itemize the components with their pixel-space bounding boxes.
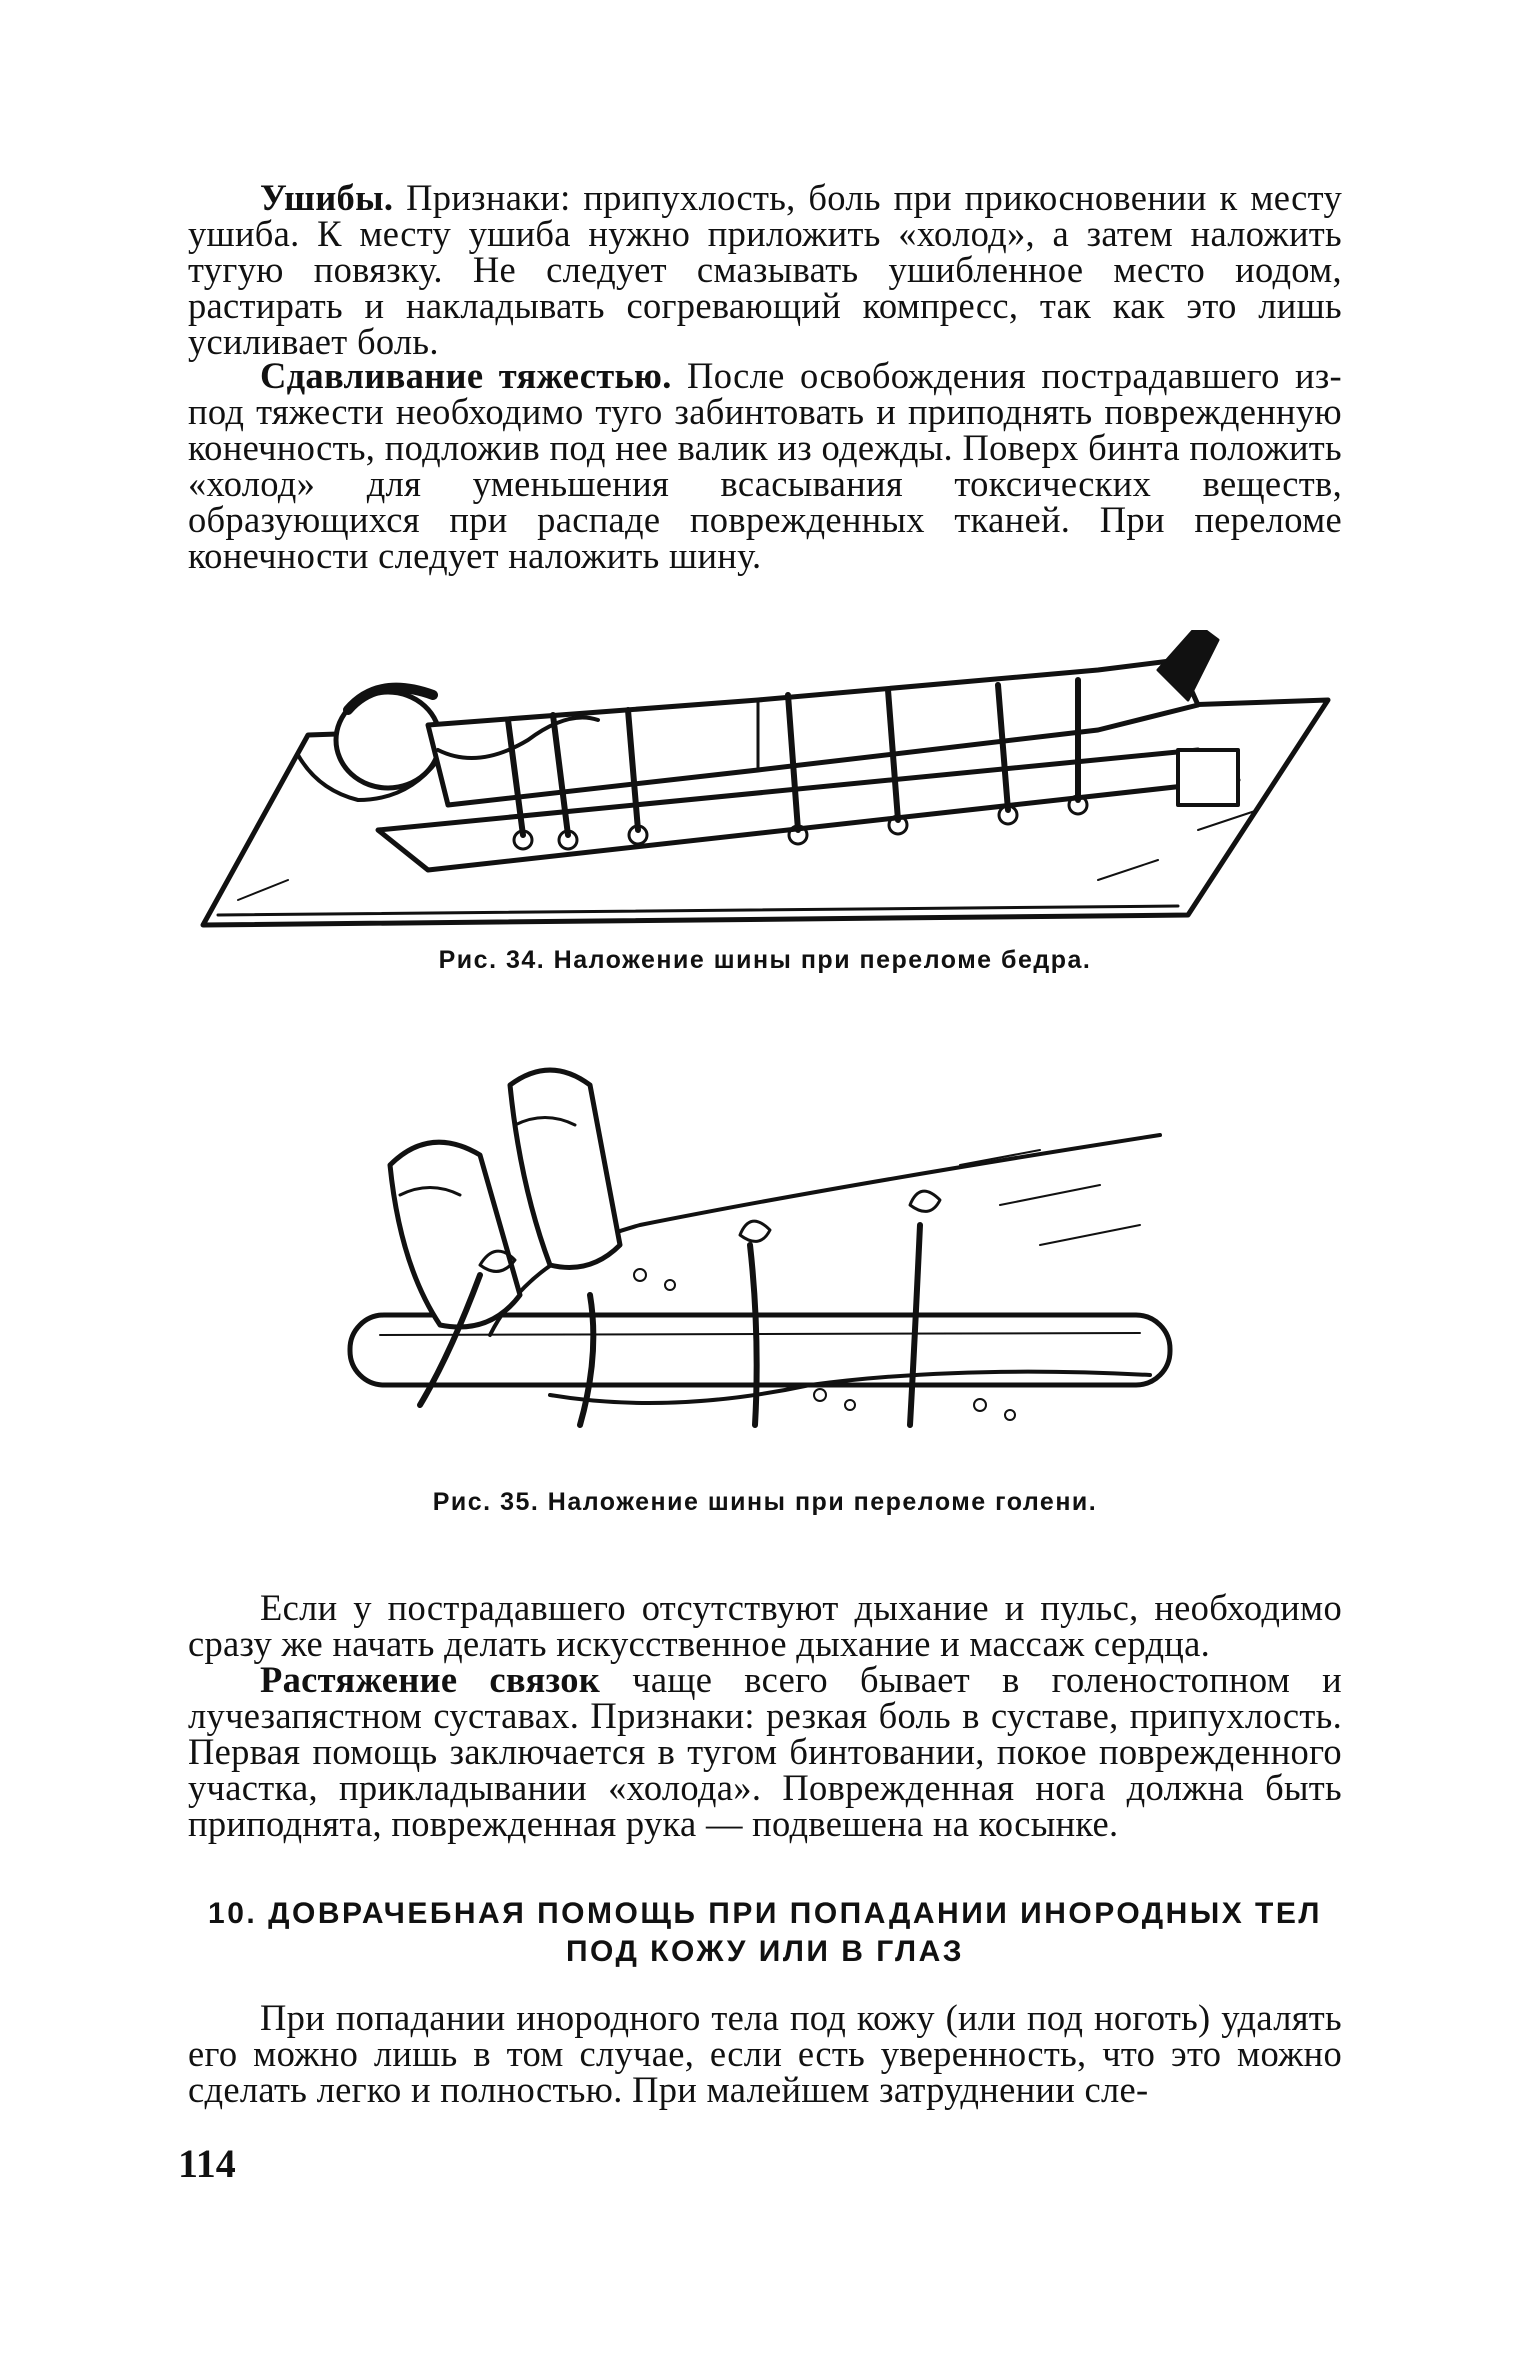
- foreign-text: При попадании инородного тела под кожу (или под ноготь) удалять его можно лишь в том случае, если есть уверенность, что это можно сделать легко и полностью. При малейшем затруднении сле-: [188, 1997, 1342, 2110]
- bruises-lead: Ушибы.: [260, 177, 394, 218]
- paragraph-crush: [188, 355, 1343, 576]
- paragraph-pulse: [188, 1587, 1342, 1664]
- section-number: 10.: [208, 1897, 258, 1930]
- figure-35-illustration: [340, 1065, 1200, 1455]
- figure-34-illustration: [198, 630, 1338, 940]
- section-heading: [188, 1895, 1342, 1971]
- paragraph-sprain: [188, 1659, 1343, 1844]
- section-heading-line1: [188, 1895, 1342, 1933]
- crush-text: После освобождения пострадавшего из-под тяжести необходимо туго забинтовать и приподнять поврежденную конечность, подложив под нее валик из одежды. Поверх бинта положить «холод» для уменьшения всасывания токсических веществ, образующихся при распаде поврежденных тканей. При переломе конечности следует наложить шину.: [188, 355, 1343, 576]
- sprain-lead: Растяжение связок: [260, 1659, 601, 1700]
- page-number: 114: [178, 2141, 236, 2186]
- sprain-text: чаще всего бывает в голеностопном и лучезапястном суставах. Признаки: резкая боль в суставе, припухлость. Первая помощь заключается в тугом бинтовании, покое поврежденного участка, прикладывании «холода». Поврежденная нога должна быть приподнята, поврежденная рука — подвешена на косынке.: [188, 1659, 1343, 1844]
- section-title-line2: ПОД КОЖУ ИЛИ В ГЛАЗ: [565, 1935, 965, 1968]
- figure-34-caption: Рис. 34. Наложение шины при переломе бедра.: [438, 946, 1092, 974]
- paragraph-foreign-body: [188, 1997, 1342, 2110]
- paragraph-bruises: [188, 177, 1342, 362]
- crush-lead: Сдавливание тяжестью.: [260, 355, 672, 396]
- figure-35-caption: Рис. 35. Наложение шины при переломе голени.: [432, 1488, 1098, 1516]
- section-title-line1: ДОВРАЧЕБНАЯ ПОМОЩЬ ПРИ ПОПАДАНИИ ИНОРОДНЫХ ТЕЛ: [268, 1897, 1322, 1930]
- bruises-text: Признаки: припухлость, боль при прикосновении к месту ушиба. К месту ушиба нужно приложить «холод», а затем наложить тугую повязку. Не следует смазывать ушибленное место иодом, растирать и накладывать согревающий компресс, так как это лишь усиливает боль.: [188, 177, 1342, 362]
- pulse-text: Если у пострадавшего отсутствуют дыхание и пульс, необходимо сразу же начать делать искусственное дыхание и массаж сердца.: [188, 1587, 1342, 1664]
